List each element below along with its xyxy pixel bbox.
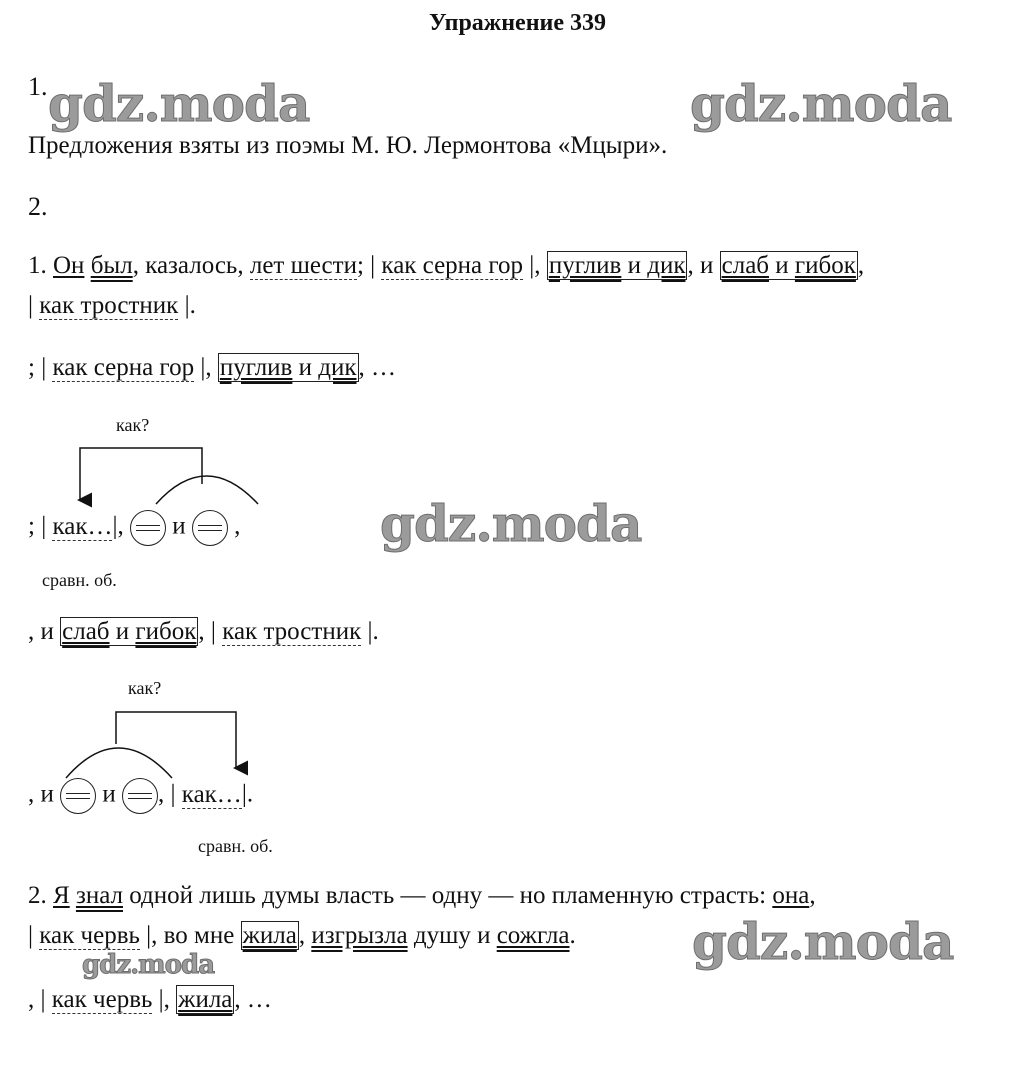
punct: , … <box>358 354 397 381</box>
section-text: Предложения взяты из поэмы М. Ю. Лермонтова «Мцыри». <box>28 132 668 159</box>
conjunction: и <box>172 512 186 540</box>
scheme-2-bracket <box>116 712 236 768</box>
scheme-1-bracket <box>80 448 202 500</box>
punct: , и <box>28 618 54 645</box>
punct: |. <box>184 292 196 319</box>
scheme-label: сравн. об. <box>198 836 273 856</box>
comparative-phrase: как тростник <box>222 618 362 645</box>
punct: |, <box>200 354 212 381</box>
punct: , | <box>158 780 176 808</box>
predicate: изгрызла <box>311 922 408 949</box>
comparative-phrase: как червь <box>39 922 140 949</box>
predicate: был <box>90 252 133 279</box>
punct: , <box>809 882 816 909</box>
predicate: слаб <box>721 252 770 279</box>
scheme-2-arc <box>66 748 172 778</box>
modifier: лет шести <box>249 252 357 279</box>
comparative-phrase: как… <box>52 512 113 540</box>
sentence-number: 2. <box>28 882 47 909</box>
watermark: gdz.moda <box>48 74 310 133</box>
comparative-phrase: как серна гор <box>52 354 195 381</box>
punct: , и <box>28 780 54 808</box>
conjunction: и <box>775 252 789 279</box>
watermark: gdz.moda <box>380 494 642 553</box>
punct: , | <box>28 986 46 1013</box>
punct: , … <box>234 986 272 1013</box>
predicate: пуглив <box>219 354 293 381</box>
scheme-label: сравн. об. <box>42 570 117 590</box>
punct: | <box>28 292 34 319</box>
predicate: жила <box>242 922 297 949</box>
punct: , <box>234 512 241 540</box>
comparative-phrase: как… <box>181 780 242 808</box>
punct: ; | <box>28 354 47 381</box>
punct: ; | <box>356 252 376 279</box>
punct: |. <box>241 780 254 808</box>
subject: она <box>772 882 810 909</box>
conjunction: и <box>298 354 313 381</box>
section-number: 2. <box>28 192 48 221</box>
conjunction: и <box>115 618 130 645</box>
predicate: слаб <box>62 618 110 645</box>
watermark: gdz.moda <box>692 912 954 971</box>
punct: |, <box>112 512 124 540</box>
scheme-1-arc <box>156 476 258 504</box>
predicate: гибок <box>135 618 197 645</box>
punct: , <box>857 252 865 279</box>
punct: , | <box>198 618 216 645</box>
punct: , казалось, <box>132 252 244 279</box>
subject: Я <box>53 882 70 909</box>
punct: , <box>298 922 306 949</box>
subject: Он <box>53 252 85 279</box>
predicate: знал <box>75 882 123 909</box>
conjunction: и <box>102 780 116 808</box>
conjunction: и <box>627 252 641 279</box>
scheme-question: как? <box>128 678 162 698</box>
predicate: дик <box>318 354 357 381</box>
comparative-phrase: как серна гор <box>381 252 524 279</box>
predicate: жила <box>178 986 233 1013</box>
predicate: гибок <box>794 252 856 279</box>
punct: . <box>569 922 576 949</box>
punct: |, <box>158 986 170 1013</box>
section-number: 1. <box>28 72 48 101</box>
text: одной лишь думы власть — одну — но пламенную страсть: <box>129 882 767 909</box>
punct: |, <box>529 252 541 279</box>
comparative-phrase: как тростник <box>39 292 179 319</box>
predicate: пуглив <box>548 252 622 279</box>
text: душу и <box>413 922 491 949</box>
punct: | <box>28 922 34 949</box>
predicate: дик <box>647 252 686 279</box>
scheme-question: как? <box>116 415 150 435</box>
predicate: сожгла <box>496 922 570 949</box>
watermark: gdz.moda <box>690 74 952 133</box>
punct: ; | <box>28 512 47 540</box>
sentence-number: 1. <box>28 252 47 279</box>
punct: |. <box>367 618 379 645</box>
watermark: gdz.moda <box>82 950 215 980</box>
punct: , и <box>687 252 714 279</box>
punct: |, во мне <box>146 922 235 949</box>
comparative-phrase: как червь <box>51 986 153 1013</box>
page-title: Упражнение 339 <box>428 10 606 36</box>
